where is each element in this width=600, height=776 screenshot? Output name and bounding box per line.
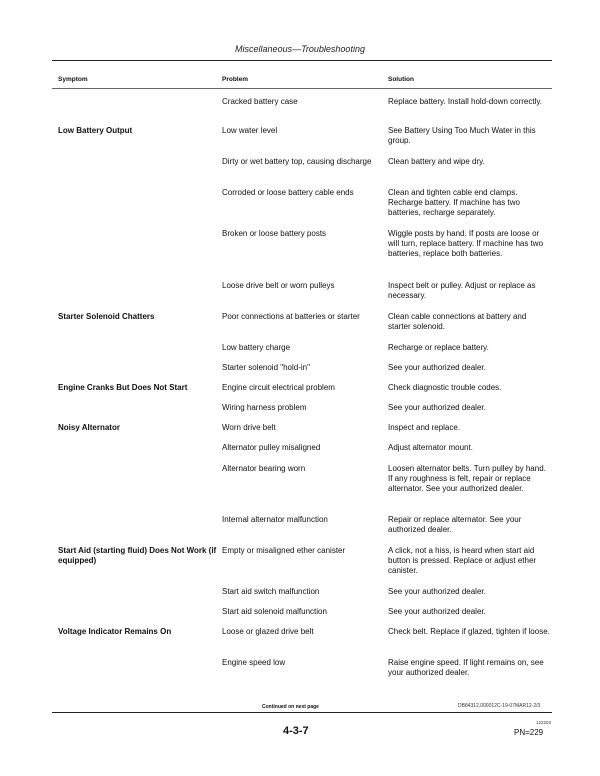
problem-cell: Dirty or wet battery top, causing discharge [222, 157, 372, 166]
continued-note: Continued on next page [262, 704, 319, 710]
problem-cell: Loose drive belt or worn pulleys [222, 281, 335, 290]
problem-cell: Start aid solenoid malfunction [222, 607, 327, 616]
solution-cell: Adjust alternator mount. [388, 443, 473, 452]
solution-cell: Repair or replace alternator. See your authorized dealer. [388, 515, 522, 534]
problem-cell: Cracked battery case [222, 97, 298, 106]
symptom-cell: Noisy Alternator [58, 423, 120, 432]
problem-cell: Poor connections at batteries or starter [222, 312, 360, 321]
page-code: 122203 [536, 720, 552, 725]
top-divider [52, 60, 552, 61]
problem-cell: Alternator pulley misaligned [222, 443, 321, 452]
column-header-solution: Solution [388, 76, 414, 83]
problem-cell: Engine speed low [222, 658, 286, 667]
solution-cell: Loosen alternator belts. Turn pulley by hand. If any roughness is felt, repair or replace alternator. See your authorized dealer. [388, 464, 546, 493]
solution-cell: Raise engine speed. If light remains on, see your authorized dealer. [388, 658, 544, 677]
problem-cell: Low water level [222, 126, 278, 135]
problem-cell: Wiring harness problem [222, 403, 307, 412]
page-number: 4-3-7 [283, 725, 309, 737]
header-divider [52, 88, 552, 89]
problem-cell: Internal alternator malfunction [222, 515, 328, 524]
solution-cell: See your authorized dealer. [388, 363, 486, 372]
bottom-divider [52, 712, 552, 713]
problem-cell: Start aid switch malfunction [222, 587, 320, 596]
problem-cell: Empty or misaligned ether canister [222, 546, 346, 555]
problem-cell: Starter solenoid "hold-in" [222, 363, 310, 372]
problem-cell: Worn drive belt [222, 423, 276, 432]
document-reference: DB84312,000012C-19-07MAR12-2/3 [458, 703, 541, 709]
solution-cell: Wiggle posts by hand. If posts are loose or will turn, replace battery. If machine has two batteries, replace both batteries. [388, 229, 544, 258]
solution-cell: Replace battery. Install hold-down correctly. [388, 97, 542, 106]
solution-cell: Clean and tighten cable end clamps. Recharge battery. If machine has two batteries, recharge separately. [388, 188, 520, 217]
solution-cell: See your authorized dealer. [388, 403, 486, 412]
solution-cell: Recharge or replace battery. [388, 343, 489, 352]
solution-cell: Inspect and replace. [388, 423, 461, 432]
problem-cell: Broken or loose battery posts [222, 229, 327, 238]
problem-cell: Engine circuit electrical problem [222, 383, 335, 392]
symptom-cell: Starter Solenoid Chatters [58, 312, 155, 321]
solution-cell: See your authorized dealer. [388, 587, 486, 596]
solution-cell: Clean battery and wipe dry. [388, 157, 485, 166]
solution-cell: Inspect belt or pulley. Adjust or replace as necessary. [388, 281, 536, 300]
symptom-cell: Low Battery Output [58, 126, 133, 135]
page-header-title: Miscellaneous—Troubleshooting [235, 44, 365, 54]
problem-cell: Low battery charge [222, 343, 291, 352]
pn-label: PN=229 [514, 728, 544, 737]
column-header-symptom: Symptom [58, 76, 88, 83]
solution-cell: A click, not a hiss, is heard when start aid button is pressed. Replace or adjust ether canister. [388, 546, 537, 575]
solution-cell: See your authorized dealer. [388, 607, 486, 616]
column-header-problem: Problem [222, 76, 249, 83]
solution-cell: Clean cable connections at battery and starter solenoid. [388, 312, 527, 331]
problem-cell: Loose or glazed drive belt [222, 627, 314, 636]
solution-cell: Check belt. Replace if glazed, tighten if loose. [388, 627, 550, 636]
solution-cell: See Battery Using Too Much Water in this group. [388, 126, 536, 145]
problem-cell: Corroded or loose battery cable ends [222, 188, 354, 197]
solution-cell: Check diagnostic trouble codes. [388, 383, 502, 392]
symptom-cell: Voltage Indicator Remains On [58, 627, 172, 636]
problem-cell: Alternator bearing worn [222, 464, 306, 473]
symptom-cell: Engine Cranks But Does Not Start [58, 383, 188, 392]
symptom-cell: Start Aid (starting fluid) Does Not Work (if equipped) [58, 546, 217, 565]
